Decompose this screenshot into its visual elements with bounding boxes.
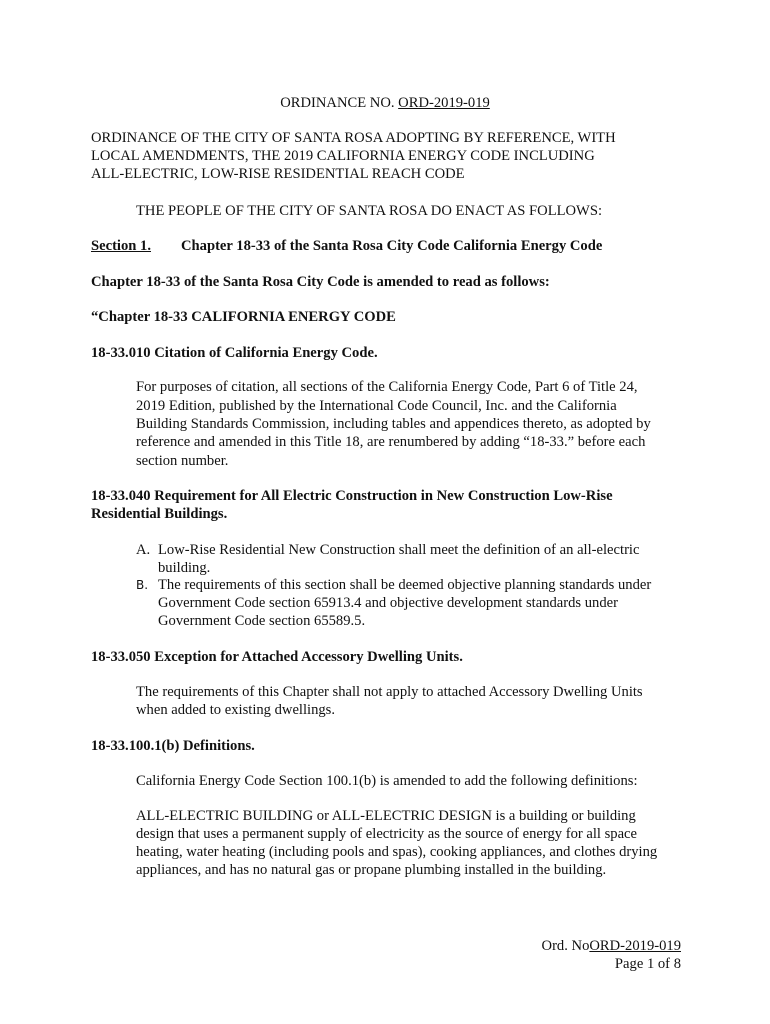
section-1-heading bbox=[91, 237, 151, 255]
section-010-line: section number. bbox=[136, 453, 229, 469]
section-010-line: For purposes of citation, all sections of the California Energy Code, Part 6 of Title 24, bbox=[136, 379, 638, 395]
section-040-heading-line: 18-33.040 Requirement for All Electric Construction in New Construction Low-Rise bbox=[91, 488, 613, 504]
section-040-heading-line: Residential Buildings. bbox=[91, 506, 228, 522]
definition-line: heating, water heating (including pools and spas), cooking appliances, and clothes drying bbox=[136, 844, 658, 860]
chapter-heading: “Chapter 18-33 CALIFORNIA ENERGY CODE bbox=[91, 309, 396, 325]
ordinance-prefix: ORDINANCE NO. bbox=[280, 95, 399, 111]
footer-page-number: Page 1 of 8 bbox=[614, 956, 681, 972]
section-010-line: Building Standards Commission, including tables and appendices thereto, as adopted by bbox=[136, 416, 651, 432]
title-line-1: ORDINANCE OF THE CITY OF SANTA ROSA ADOPTING BY REFERENCE, WITH bbox=[91, 130, 616, 146]
list-item-line: The requirements of this section shall be deemed objective planning standards under bbox=[158, 577, 652, 593]
list-item-line: Government Code section 65589.5. bbox=[158, 613, 366, 629]
footer-ord-number bbox=[542, 937, 681, 955]
section-010-line: reference and amended in this Title 18, are renumbered by adding “18-33.” before each bbox=[136, 434, 646, 450]
list-item-line: building. bbox=[158, 560, 211, 576]
definition-line: ALL-ELECTRIC BUILDING or ALL-ELECTRIC DESIGN is a building or building bbox=[136, 808, 636, 824]
ordinance-number-line bbox=[0, 94, 770, 112]
section-050-line: when added to existing dwellings. bbox=[136, 702, 336, 718]
list-item-line: Low-Rise Residential New Construction shall meet the definition of an all-electric bbox=[158, 542, 640, 558]
list-item-line: Government Code section 65913.4 and objective development standards under bbox=[158, 595, 618, 611]
enact-line: THE PEOPLE OF THE CITY OF SANTA ROSA DO ENACT AS FOLLOWS: bbox=[136, 203, 603, 219]
section-1-title: Chapter 18-33 of the Santa Rosa City Code California Energy Code bbox=[181, 238, 603, 254]
amended-line: Chapter 18-33 of the Santa Rosa City Code is amended to read as follows: bbox=[91, 274, 550, 290]
definition-line: design that uses a permanent supply of electricity as the source of energy for all space bbox=[136, 826, 638, 842]
section-100-heading: 18-33.100.1(b) Definitions. bbox=[91, 738, 255, 754]
footer-ord-value: ORD-2019-019 bbox=[589, 938, 681, 954]
list-item-label: A. bbox=[136, 542, 151, 558]
section-100-intro: California Energy Code Section 100.1(b) is amended to add the following definitions: bbox=[136, 773, 638, 789]
footer-ord-prefix: Ord. No bbox=[541, 938, 590, 954]
definition-line: appliances, and has no natural gas or propane plumbing installed in the building. bbox=[136, 862, 607, 878]
title-line-3: ALL-ELECTRIC, LOW-RISE RESIDENTIAL REACH CODE bbox=[91, 166, 465, 182]
section-050-heading: 18-33.050 Exception for Attached Accessory Dwelling Units. bbox=[91, 649, 463, 665]
ordinance-number: ORD-2019-019 bbox=[398, 95, 490, 111]
section-050-line: The requirements of this Chapter shall not apply to attached Accessory Dwelling Units bbox=[136, 684, 643, 700]
section-010-line: 2019 Edition, published by the International Code Council, Inc. and the California bbox=[136, 398, 617, 414]
section-1-label: Section 1. bbox=[91, 238, 151, 254]
list-item-label: B. bbox=[136, 578, 149, 592]
section-010-heading: 18-33.010 Citation of California Energy Code. bbox=[91, 345, 378, 361]
title-line-2: LOCAL AMENDMENTS, THE 2019 CALIFORNIA ENERGY CODE INCLUDING bbox=[91, 148, 595, 164]
